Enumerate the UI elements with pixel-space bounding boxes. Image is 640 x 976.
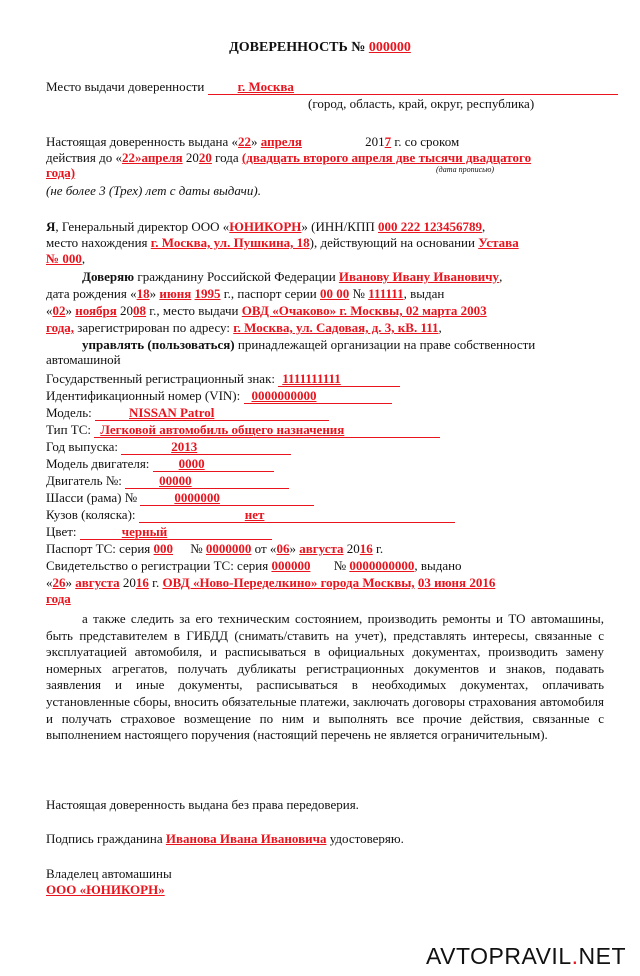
principal-row-2: место нахождения г. Москва, ул. Пушкина, 18), действующий на основании Устава [46,235,519,250]
principal-row-1: Я, Генеральный директор ООО «ЮНИКОРН» (ИНН/КПП 000 222 123456789, [46,219,486,234]
place-value: г. Москва [208,79,618,95]
owner-value: ООО «ЮНИКОРН» [46,882,165,897]
type-row: Тип ТС: Легковой автомобиль общего назначения [46,422,620,438]
model-row: Модель: NISSAN Patrol [46,405,620,421]
issued-row-2: действия до «22»апреля 2020 года (двадцать второго апреля две тысячи двадцатого [46,150,532,165]
color-row: Цвет: черный [46,524,620,540]
issued-row-1: Настоящая доверенность выдана «22» апреля 2017 г. со сроком [46,134,460,149]
owner-label: Владелец автомашины [46,866,172,881]
document-number: 000000 [368,40,411,55]
body-row: Кузов (коляска): нет [46,507,620,523]
engine-row: Двигатель №: 00000 [46,473,620,489]
cert-row-1: Свидетельство о регистрации ТС: серия 000000 № 0000000000, выдано [46,558,462,573]
cert-row-2: «26» августа 2016 г. ОВД «Ново-Переделкино» города Москвы, 03 июня 2016 [46,575,496,590]
trustee-row-2: дата рождения «18» июня 1995 г., паспорт серии 00 00 № 111111, выдан [46,286,445,301]
signature-row: Подпись гражданина Иванова Ивана Ивановича удостоверяю. [46,831,404,846]
place-hint: (город, область, край, округ, республика) [308,96,535,111]
site-logo: AVTOPRAVIL.NET [426,943,626,969]
cert-row-3: года [46,591,71,606]
trustee-row-4: года, зарегистрирован по адресу: г. Москва, ул. Садовая, д. 3, кВ. 111, [46,320,442,335]
manage-row-2: автомашиной [46,352,121,367]
validity-note: (не более 3 (Трех) лет с даты выдачи). [46,183,261,198]
pts-row: Паспорт ТС: серия 000 № 0000000 от «06» августа 2016 г. [46,541,384,556]
plate-row: Государственный регистрационный знак: 1111111111 [46,371,620,387]
no-substitution-note: Настоящая доверенность выдана без права передоверия. [46,797,359,812]
document-title: ДОВЕРЕННОСТЬ № 000000 [229,40,411,55]
manage-row-1: управлять (пользоваться) принадлежащей организации на праве собственности [82,337,536,352]
trustee-row-1: Доверяю гражданину Российской Федерации Иванову Ивану Ивановичу, [82,269,503,284]
chassis-row: Шасси (рама) № 0000000 [46,490,620,506]
issued-row-3: года) (дата прописью) [46,165,495,180]
vin-row: Идентификационный номер (VIN): 0000000000 [46,388,620,404]
principal-row-3: № 000, [46,251,86,266]
trustee-row-3: «02» ноября 2008 г., место выдачи ОВД «Очаково» г. Москвы, 02 марта 2003 [46,303,487,318]
year-row: Год выпуска: 2013 [46,439,620,455]
powers-paragraph: а также следить за его техническим состоянием, производить ремонты и ТО автомашины, быть представителем в ГИБДД (снимать/ставить на учет), представлять интересы, связанные с эксплуатацией автомобиля, и расписываться в официальных документах, производить замену номерных агрегатов, получать дубликаты регистрационных документов и знаков, подавать заявления и иные документы, расписываться в необходимых документах, оплачивать установленные сборы, вносить обязательные платежи, заключать договоры страхования автомобиля и получать страховое возмещение по ним и выполнять все прочие действия, связанные с выполнением настоящего поручения (настоящий перечень не является ограничительным). [46,611,604,743]
engine-model-row: Модель двигателя: 0000 [46,456,620,472]
place-row: Место выдачи доверенности г. Москва [46,79,620,95]
